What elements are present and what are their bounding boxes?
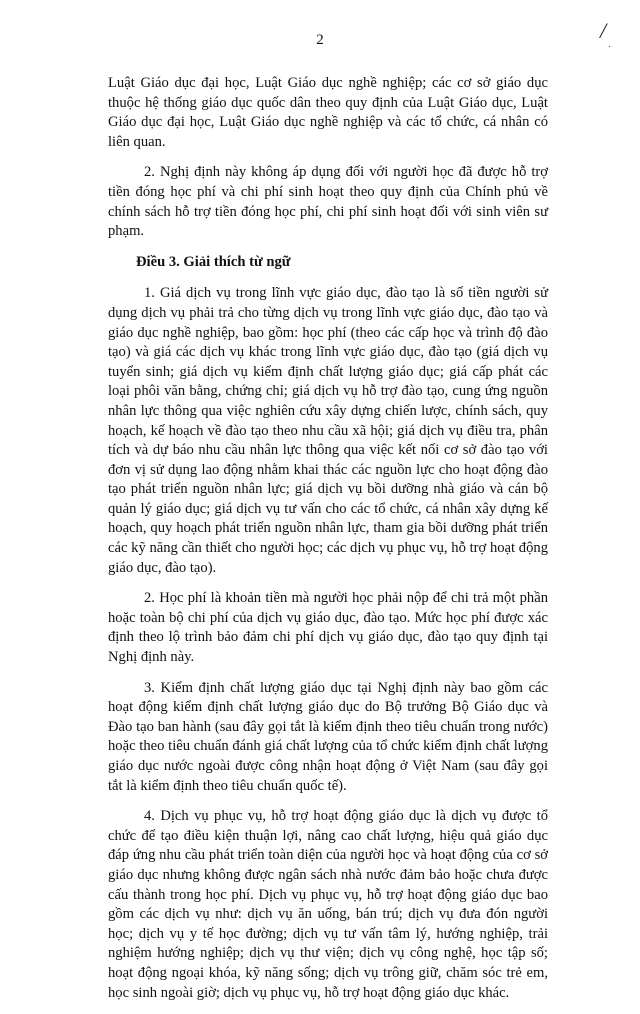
paragraph-definition-4: 4. Dịch vụ phục vụ, hỗ trợ hoạt động giáo dục là dịch vụ được tổ chức để tạo điều kiện thuận lợi, nâng cao chất lượng, hiệu quả giáo dục đáp ứng nhu cầu phát triển toàn diện của người học và hoạt động của cơ sở giáo dục nhưng không được ngân sách nhà nước đảm bảo hoặc chưa được cấu thành trong học phí. Dịch vụ phục vụ, hỗ trợ hoạt động giáo dục bao gồm các dịch vụ như: dịch vụ ăn uống, bán trú; dịch vụ đưa đón người học; dịch vụ y tế học đường; dịch vụ tư vấn tâm lý, hướng nghiệp, trải nghiệm hướng nghiệp; dịch vụ thư viện; dịch vụ công nghệ, học tập số; hoạt động ngoại khóa, kỹ năng sống; dịch vụ trông giữ, chăm sóc trẻ em, học sinh ngoài giờ; dịch vụ phục vụ, hỗ trợ hoạt động giáo dục khác. bbox=[108, 808, 548, 1001]
paragraph-definition-2: 2. Học phí là khoản tiền mà người học phải nộp để chi trả một phần hoặc toàn bộ chi phí của dịch vụ giáo dục, đào tạo. Mức học phí được xác định theo lộ trình bảo đảm chi phí dịch vụ giáo dục, đào tạo quy định tại Nghị định này. bbox=[108, 590, 548, 666]
margin-handwritten-mark: / bbox=[600, 18, 607, 43]
paragraph-definition-1: 1. Giá dịch vụ trong lĩnh vực giáo dục, đào tạo là số tiền người sử dụng dịch vụ phải trả cho từng dịch vụ trong lĩnh vực giáo dục, đào tạo và giáo dục nghề nghiệp, bao gồm: học phí (theo các cấp học và trình độ đào tạo) và giá các dịch vụ khác trong lĩnh vực giáo dục, đào tạo (giá dịch vụ tuyển sinh; giá dịch vụ kiểm định chất lượng giáo dục; giá cấp phát các loại phôi văn bằng, chứng chỉ; giá dịch vụ hỗ trợ đào tạo, cung ứng nguồn nhân lực thông qua việc nghiên cứu xây dựng chiến lược, chính sách, quy hoạch, kế hoạch về đào tạo theo nhu cầu xã hội; giá dịch vụ điều tra, phân tích và dự báo nhu cầu nhân lực thông qua việc kết nối cơ sở đào tạo với đơn vị sử dụng lao động nhằm khai thác các nguồn lực cho hoạt động đào tạo phát triển nguồn nhân lực; giá dịch vụ bồi dưỡng nhà giáo và cán bộ quản lý giáo dục; giá dịch vụ tư vấn cho các tổ chức, cá nhân xây dựng kế hoạch, quy hoạch phát triển nguồn nhân lực, tham gia bồi dưỡng phát triển các kỹ năng cần thiết cho người học; các dịch vụ phục vụ, hỗ trợ hoạt động giáo dục, đào tạo). bbox=[108, 285, 548, 576]
document-body bbox=[108, 74, 548, 1014]
paragraph-continuation: Luật Giáo dục đại học, Luật Giáo dục nghề nghiệp; các cơ sở giáo dục thuộc hệ thống giáo dục quốc dân theo quy định của Luật Giáo dục, Luật Giáo dục đại học, Luật Giáo dục nghề nghiệp và các tổ chức, cá nhân có liên quan. bbox=[108, 75, 548, 150]
paragraph-definition-3: 3. Kiểm định chất lượng giáo dục tại Nghị định này bao gồm các hoạt động kiểm định chất lượng giáo dục do Bộ trưởng Bộ Giáo dục và Đào tạo ban hành (sau đây gọi tắt là kiểm định theo tiêu chuẩn trong nước) hoặc theo tiêu chuẩn đánh giá chất lượng của tổ chức kiểm định chất lượng giáo dục nước ngoài được công nhận hoạt động ở Việt Nam (sau đây gọi tắt là kiểm định theo tiêu chuẩn quốc tế). bbox=[108, 679, 548, 794]
paragraph-clause-2: 2. Nghị định này không áp dụng đối với người học đã được hỗ trợ tiền đóng học phí và chi phí sinh hoạt theo quy định của Chính phủ về chính sách hỗ trợ tiền đóng học phí, chi phí sinh hoạt đối với sinh viên sư phạm. bbox=[108, 164, 548, 240]
margin-dot-mark: · bbox=[608, 42, 612, 53]
page-number: 2 bbox=[316, 32, 324, 48]
article-3-heading: Điều 3. Giải thích từ ngữ bbox=[136, 253, 291, 270]
